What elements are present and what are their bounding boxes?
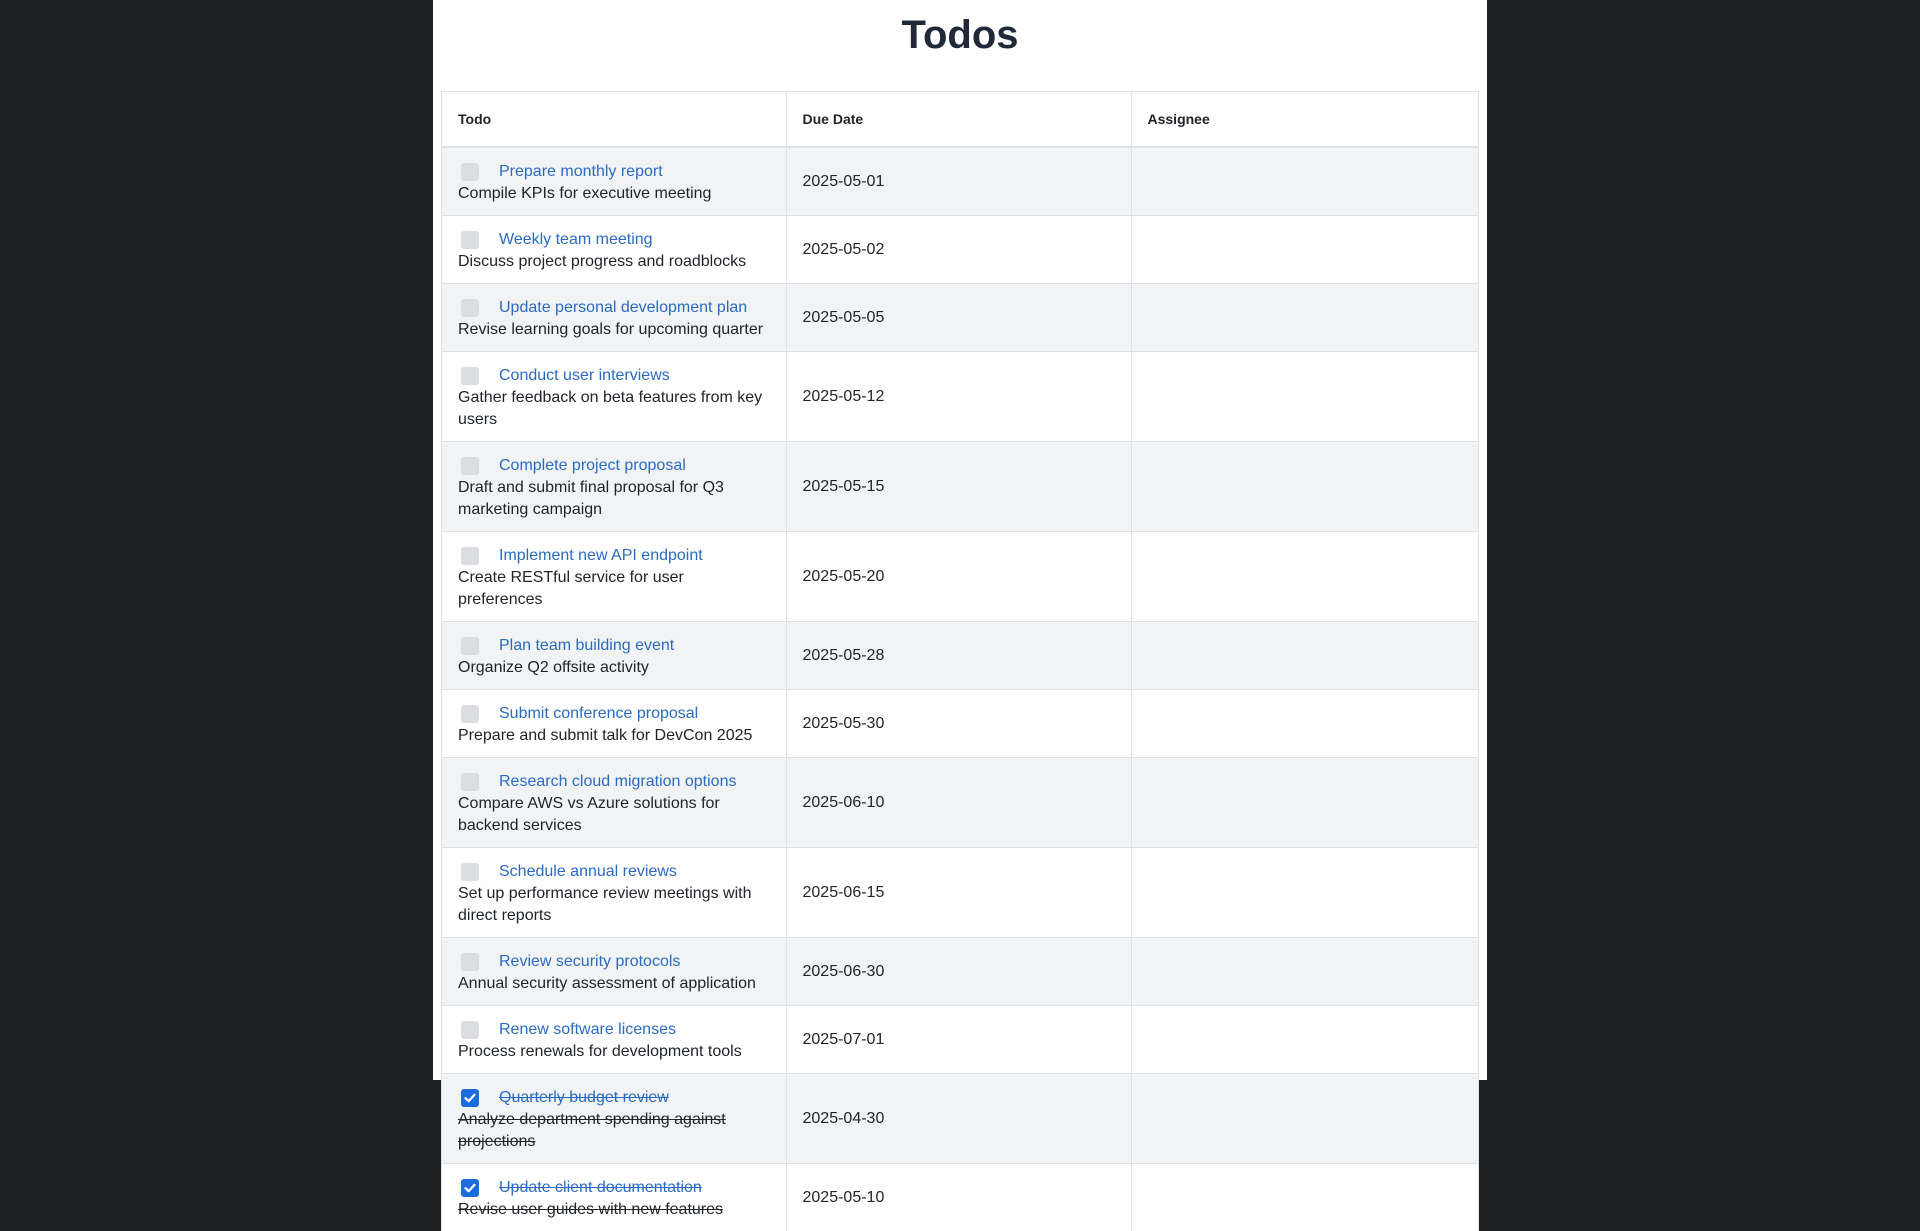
todo-title-link[interactable]: Quarterly budget review [499, 1087, 669, 1109]
due-date-cell: 2025-05-12 [786, 352, 1131, 442]
todo-title-link[interactable]: Implement new API endpoint [499, 545, 703, 567]
assignee-cell [1131, 216, 1478, 284]
column-header-due-date: Due Date [786, 92, 1131, 147]
todo-cell [442, 938, 786, 1006]
due-date-cell: 2025-05-10 [786, 1164, 1131, 1231]
todo-title-link[interactable]: Weekly team meeting [499, 229, 653, 251]
checkbox-unchecked[interactable] [461, 299, 479, 317]
todo-title-link[interactable]: Schedule annual reviews [499, 861, 677, 883]
todo-header [458, 229, 770, 251]
table-header-row [442, 92, 1478, 147]
checkbox-unchecked[interactable] [461, 231, 479, 249]
table-row [442, 690, 1478, 758]
todo-title-link[interactable]: Complete project proposal [499, 455, 686, 477]
assignee-cell [1131, 284, 1478, 352]
assignee-cell [1131, 352, 1478, 442]
assignee-cell [1131, 848, 1478, 938]
due-date-cell: 2025-05-20 [786, 532, 1131, 622]
column-header-assignee: Assignee [1131, 92, 1478, 147]
checkbox-checked[interactable] [461, 1179, 479, 1197]
table-row [442, 352, 1478, 442]
todo-cell [442, 848, 786, 938]
todo-cell [442, 442, 786, 532]
checkmark-icon [463, 1181, 477, 1195]
assignee-cell [1131, 758, 1478, 848]
todo-title-link[interactable]: Conduct user interviews [499, 365, 670, 387]
checkbox-checked[interactable] [461, 1089, 479, 1107]
due-date-cell: 2025-05-01 [786, 147, 1131, 216]
todo-cell [442, 284, 786, 352]
checkbox-unchecked[interactable] [461, 547, 479, 565]
checkbox-unchecked[interactable] [461, 163, 479, 181]
checkbox-unchecked[interactable] [461, 863, 479, 881]
todos-table-container [441, 91, 1479, 1231]
checkbox-unchecked[interactable] [461, 1021, 479, 1039]
table-row [442, 147, 1478, 216]
todo-header [458, 545, 770, 567]
todo-title-link[interactable]: Plan team building event [499, 635, 674, 657]
table-row [442, 532, 1478, 622]
todo-description: Revise learning goals for upcoming quarter [458, 319, 770, 341]
todo-cell [442, 532, 786, 622]
table-row [442, 758, 1478, 848]
table-row [442, 284, 1478, 352]
due-date-cell: 2025-05-05 [786, 284, 1131, 352]
todo-header [458, 297, 770, 319]
due-date-cell: 2025-06-15 [786, 848, 1131, 938]
todo-description: Create RESTful service for user preferences [458, 567, 770, 611]
due-date-cell: 2025-05-15 [786, 442, 1131, 532]
checkbox-unchecked[interactable] [461, 705, 479, 723]
due-date-cell: 2025-05-02 [786, 216, 1131, 284]
todo-description: Prepare and submit talk for DevCon 2025 [458, 725, 770, 747]
todo-description: Compile KPIs for executive meeting [458, 183, 770, 205]
todo-header [458, 703, 770, 725]
todo-cell [442, 147, 786, 216]
table-row [442, 1164, 1478, 1231]
assignee-cell [1131, 442, 1478, 532]
assignee-cell [1131, 1164, 1478, 1231]
due-date-cell: 2025-05-30 [786, 690, 1131, 758]
todo-description: Set up performance review meetings with direct reports [458, 883, 770, 927]
assignee-cell [1131, 622, 1478, 690]
todos-table [442, 92, 1478, 1231]
due-date-cell: 2025-06-10 [786, 758, 1131, 848]
todo-description: Draft and submit final proposal for Q3 marketing campaign [458, 477, 770, 521]
column-header-todo: Todo [442, 92, 786, 147]
checkbox-unchecked[interactable] [461, 953, 479, 971]
checkmark-icon [463, 1091, 477, 1105]
todo-cell [442, 1164, 786, 1231]
todo-title-link[interactable]: Update client documentation [499, 1177, 702, 1199]
assignee-cell [1131, 1006, 1478, 1074]
todo-title-link[interactable]: Research cloud migration options [499, 771, 736, 793]
assignee-cell [1131, 147, 1478, 216]
todo-header [458, 861, 770, 883]
todos-page [433, 0, 1487, 1080]
todo-description: Discuss project progress and roadblocks [458, 251, 770, 273]
todo-header [458, 455, 770, 477]
assignee-cell [1131, 532, 1478, 622]
todo-header [458, 1019, 770, 1041]
todo-title-link[interactable]: Update personal development plan [499, 297, 747, 319]
todo-cell [442, 622, 786, 690]
checkbox-unchecked[interactable] [461, 457, 479, 475]
todo-cell [442, 1074, 786, 1164]
assignee-cell [1131, 938, 1478, 1006]
due-date-cell: 2025-05-28 [786, 622, 1131, 690]
todo-header [458, 1087, 770, 1109]
todo-header [458, 161, 770, 183]
table-row [442, 1006, 1478, 1074]
todo-title-link[interactable]: Review security protocols [499, 951, 680, 973]
todo-title-link[interactable]: Prepare monthly report [499, 161, 663, 183]
todo-header [458, 951, 770, 973]
table-row [442, 938, 1478, 1006]
checkbox-unchecked[interactable] [461, 367, 479, 385]
table-row [442, 216, 1478, 284]
todo-cell [442, 1006, 786, 1074]
checkbox-unchecked[interactable] [461, 773, 479, 791]
todo-title-link[interactable]: Renew software licenses [499, 1019, 676, 1041]
todo-header [458, 1177, 770, 1199]
todo-cell [442, 216, 786, 284]
due-date-cell: 2025-07-01 [786, 1006, 1131, 1074]
todo-header [458, 771, 770, 793]
todo-description: Process renewals for development tools [458, 1041, 770, 1063]
todo-description: Gather feedback on beta features from key users [458, 387, 770, 431]
table-row [442, 848, 1478, 938]
checkbox-unchecked[interactable] [461, 637, 479, 655]
assignee-cell [1131, 1074, 1478, 1164]
due-date-cell: 2025-06-30 [786, 938, 1131, 1006]
todo-header [458, 635, 770, 657]
todo-header [458, 365, 770, 387]
todo-description: Organize Q2 offsite activity [458, 657, 770, 679]
assignee-cell [1131, 690, 1478, 758]
table-row [442, 442, 1478, 532]
todo-description: Compare AWS vs Azure solutions for backend services [458, 793, 770, 837]
table-row [442, 1074, 1478, 1164]
todo-description: Annual security assessment of application [458, 973, 770, 995]
todo-cell [442, 690, 786, 758]
todo-cell [442, 758, 786, 848]
table-row [442, 622, 1478, 690]
page-title: Todos [433, 0, 1487, 80]
todo-description: Analyze department spending against projections [458, 1109, 770, 1153]
table-body [442, 147, 1478, 1231]
todo-description: Revise user guides with new features [458, 1199, 770, 1221]
due-date-cell: 2025-04-30 [786, 1074, 1131, 1164]
todo-title-link[interactable]: Submit conference proposal [499, 703, 698, 725]
todo-cell [442, 352, 786, 442]
